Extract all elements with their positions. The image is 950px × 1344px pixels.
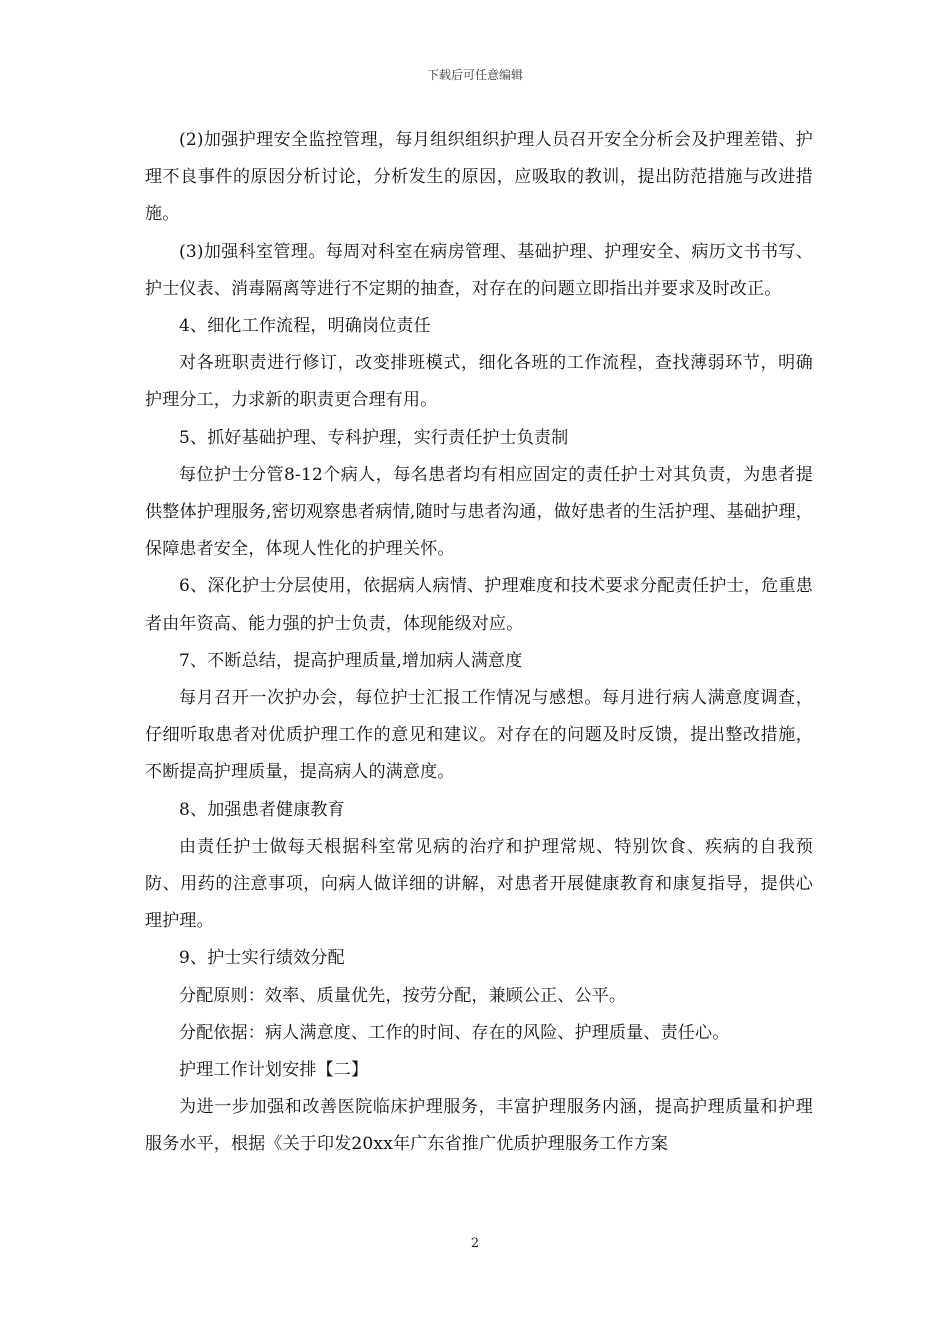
page-number: 2 xyxy=(470,1236,480,1251)
paragraph: 每位护士分管8-12个病人，每名患者均有相应固定的责任护士对其负责，为患者提供整体护理服务,密切观察患者病情,随时与患者沟通，做好患者的生活护理、基础护理，保障患者安全，体现人性化的护理关怀。 xyxy=(145,464,813,560)
document-body xyxy=(145,122,813,1164)
paragraph: (3)加强科室管理。每周对科室在病房管理、基础护理、护理安全、病历文书书写、护士仪表、消毒隔离等进行不定期的抽查，对存在的问题立即指出并要求及时改正。 xyxy=(145,241,813,299)
paragraph: 分配依据：病人满意度、工作的时间、存在的风险、护理质量、责任心。 xyxy=(179,1022,730,1043)
section-heading: 9、护士实行绩效分配 xyxy=(179,948,345,969)
paragraph: 6、深化护士分层使用，依据病人病情、护理难度和技术要求分配责任护士，危重患者由年资高、能力强的护士负责，体现能级对应。 xyxy=(145,576,813,634)
section-heading: 4、细化工作流程，明确岗位责任 xyxy=(179,316,431,337)
section-heading: 护理工作计划安排【二】 xyxy=(179,1060,369,1081)
paragraph: (2)加强护理安全监控管理，每月组织组织护理人员召开安全分析会及护理差错、护理不良事件的原因分析讨论，分析发生的原因，应吸取的教训，提出防范措施与改进措施。 xyxy=(145,130,813,225)
paragraph: 分配原则：效率、质量优先，按劳分配，兼顾公正、公平。 xyxy=(179,985,627,1006)
section-heading: 5、抓好基础护理、专科护理，实行责任护士负责制 xyxy=(179,427,569,448)
section-heading: 8、加强患者健康教育 xyxy=(179,799,345,820)
header-note: 下载后可任意编辑 xyxy=(426,68,523,82)
section-heading: 7、不断总结，提高护理质量,增加病人满意度 xyxy=(179,650,523,671)
paragraph: 每月召开一次护办会，每位护士汇报工作情况与感想。每月进行病人满意度调查，仔细听取患者对优质护理工作的意见和建议。对存在的问题及时反馈，提出整改措施，不断提高护理质量，提高病人的满意度。 xyxy=(145,688,813,783)
paragraph: 对各班职责进行修订，改变排班模式，细化各班的工作流程，查找薄弱环节，明确护理分工，力求新的职责更合理有用。 xyxy=(145,353,813,411)
paragraph: 由责任护士做每天根据科室常见病的治疗和护理常规、特别饮食、疾病的自我预防、用药的注意事项，向病人做详细的讲解，对患者开展健康教育和康复指导，提供心理护理。 xyxy=(145,836,813,932)
paragraph: 为进一步加强和改善医院临床护理服务，丰富护理服务内涵，提高护理质量和护理服务水平，根据《关于印发20xx年广东省推广优质护理服务工作方案 xyxy=(145,1097,813,1155)
